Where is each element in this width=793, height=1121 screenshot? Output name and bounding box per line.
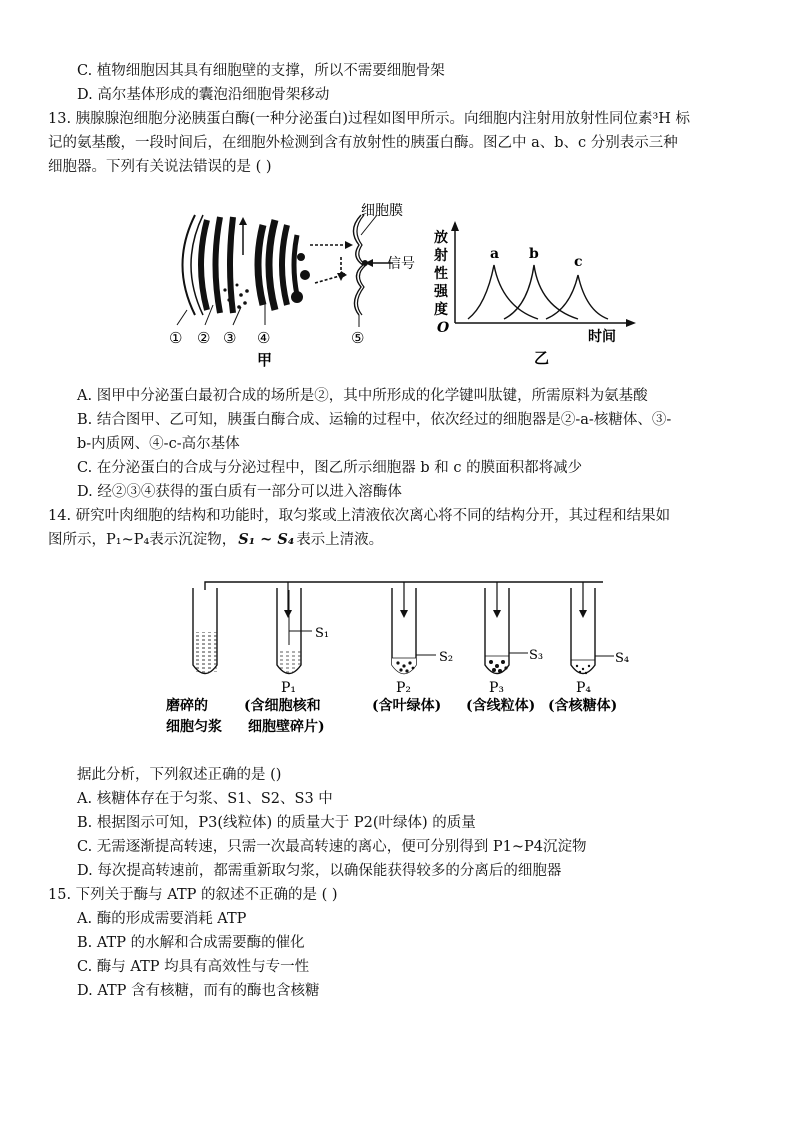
q14-stem-part: 图所示，P₁~P₄表示沉淀物， bbox=[48, 532, 237, 548]
xlabel: 时间 bbox=[588, 329, 616, 345]
label-homogenate-2: 细胞匀浆 bbox=[166, 719, 222, 735]
q15-option-c: C. 酶与 ATP 均具有高效性与专一性 bbox=[77, 959, 310, 975]
label-s4: S₄ bbox=[615, 651, 630, 666]
ylabel-char: 度 bbox=[434, 302, 448, 318]
tube-homogenate bbox=[193, 588, 217, 674]
label-p2-desc: (含叶绿体) bbox=[372, 698, 442, 714]
q15-stem: 15. 下列关于酶与 ATP 的叙述不正确的是 ( ) bbox=[48, 887, 338, 903]
label-p3: P₃ bbox=[489, 680, 505, 696]
ylabel-char: 性 bbox=[434, 266, 448, 282]
q13-stem-line2: 记的氨基酸，一段时间后，在细胞外检测到含有放射性的胰蛋白酶。图乙中 a、b、c 分别表示三种 bbox=[48, 135, 678, 151]
q14-stem-line2 bbox=[48, 530, 383, 550]
q12-option-d: D. 高尔基体形成的囊泡沿细胞骨架移动 bbox=[77, 87, 330, 103]
label-p1: P₁ bbox=[281, 680, 297, 696]
label-1: ① bbox=[169, 329, 183, 347]
label-homogenate-1: 磨碎的 bbox=[166, 698, 208, 714]
ylabel-char: 强 bbox=[434, 284, 448, 300]
label-2: ② bbox=[197, 329, 211, 347]
curve-c bbox=[546, 275, 608, 319]
q14-stem-math: S₁ ~ S₄ bbox=[238, 531, 295, 548]
label-p2: P₂ bbox=[396, 680, 412, 696]
curve-label-c: c bbox=[574, 254, 583, 270]
q14-option-c: C. 无需逐渐提高转速，只需一次最高转速的离心，便可分别得到 P1~P4沉淀物 bbox=[77, 839, 587, 855]
membrane-label: 细胞膜 bbox=[361, 203, 403, 219]
origin-label: O bbox=[437, 320, 450, 336]
label-5: ⑤ bbox=[351, 329, 365, 347]
q13-figure-yi bbox=[428, 215, 638, 375]
q13-option-d: D. 经②③④获得的蛋白质有一部分可以进入溶酶体 bbox=[77, 484, 402, 500]
tube-p3 bbox=[485, 588, 543, 674]
q13-option-a: A. 图甲中分泌蛋白最初合成的场所是②，其中所形成的化学键叫肽键，所需原料为氨基酸 bbox=[77, 388, 648, 404]
q14-stem-part: 表示上清液。 bbox=[296, 532, 384, 548]
curve-label-b: b bbox=[529, 246, 539, 262]
label-s1: S₁ bbox=[315, 626, 330, 641]
figure-yi-caption: 乙 bbox=[534, 349, 550, 367]
curve-b bbox=[504, 265, 578, 319]
label-4: ④ bbox=[257, 329, 271, 347]
q13-stem-line3: 细胞器。下列有关说法错误的是 ( ) bbox=[48, 159, 272, 175]
label-p1-desc-1: (含细胞核和 bbox=[244, 698, 321, 714]
q14-option-d: D. 每次提高转速前，都需重新取匀浆，以确保能获得较多的分离后的细胞器 bbox=[77, 863, 562, 879]
q14-option-a: A. 核糖体存在于匀浆、S1、S2、S3 中 bbox=[77, 791, 333, 807]
ylabel-char: 放 bbox=[434, 230, 448, 246]
ylabel-char: 射 bbox=[434, 248, 448, 264]
signal-label: 信号 bbox=[387, 256, 415, 272]
q13-option-b-line2: b-内质网、④-c-高尔基体 bbox=[77, 436, 240, 452]
q13-stem-line1: 13. 胰腺腺泡细胞分泌胰蛋白酶(一种分泌蛋白)过程如图甲所示。向细胞内注射用放射性同位素³H 标 bbox=[48, 111, 691, 127]
tube-p1 bbox=[277, 588, 329, 674]
label-3: ③ bbox=[223, 329, 237, 347]
label-p4-desc: (含核糖体) bbox=[548, 698, 618, 714]
tube-p4 bbox=[571, 588, 629, 674]
q15-option-a: A. 酶的形成需要消耗 ATP bbox=[77, 911, 247, 927]
q13-figure-jia bbox=[165, 195, 425, 370]
q12-option-c: C. 植物细胞因其具有细胞壁的支撑，所以不需要细胞骨架 bbox=[77, 63, 445, 79]
label-s2: S₂ bbox=[439, 650, 454, 665]
label-p1-desc-2: 细胞壁碎片) bbox=[248, 719, 325, 735]
q14-stem-line1: 14. 研究叶肉细胞的结构和功能时，取匀浆或上清液依次离心将不同的结构分开，其过程和结果如 bbox=[48, 508, 671, 524]
q13-option-b-line1: B. 结合图甲、乙可知，胰蛋白酶合成、运输的过程中，依次经过的细胞器是②-a-核糖体、③- bbox=[77, 412, 672, 428]
label-p3-desc: (含线粒体) bbox=[466, 698, 536, 714]
figure-jia-caption: 甲 bbox=[257, 351, 273, 369]
tube-p2 bbox=[392, 588, 453, 674]
q15-option-d: D. ATP 含有核糖，而有的酶也含核糖 bbox=[77, 983, 320, 999]
curve-label-a: a bbox=[490, 246, 500, 262]
label-s3: S₃ bbox=[529, 648, 544, 663]
q14-lead: 据此分析，下列叙述正确的是 () bbox=[77, 767, 282, 783]
q13-option-c: C. 在分泌蛋白的合成与分泌过程中，图乙所示细胞器 b 和 c 的膜面积都将减少 bbox=[77, 460, 583, 476]
q14-figure-tubes bbox=[160, 570, 640, 740]
q14-option-b: B. 根据图示可知，P3(线粒体) 的质量大于 P2(叶绿体) 的质量 bbox=[77, 815, 476, 831]
label-p4: P₄ bbox=[576, 680, 592, 696]
q15-option-b: B. ATP 的水解和合成需要酶的催化 bbox=[77, 935, 305, 951]
